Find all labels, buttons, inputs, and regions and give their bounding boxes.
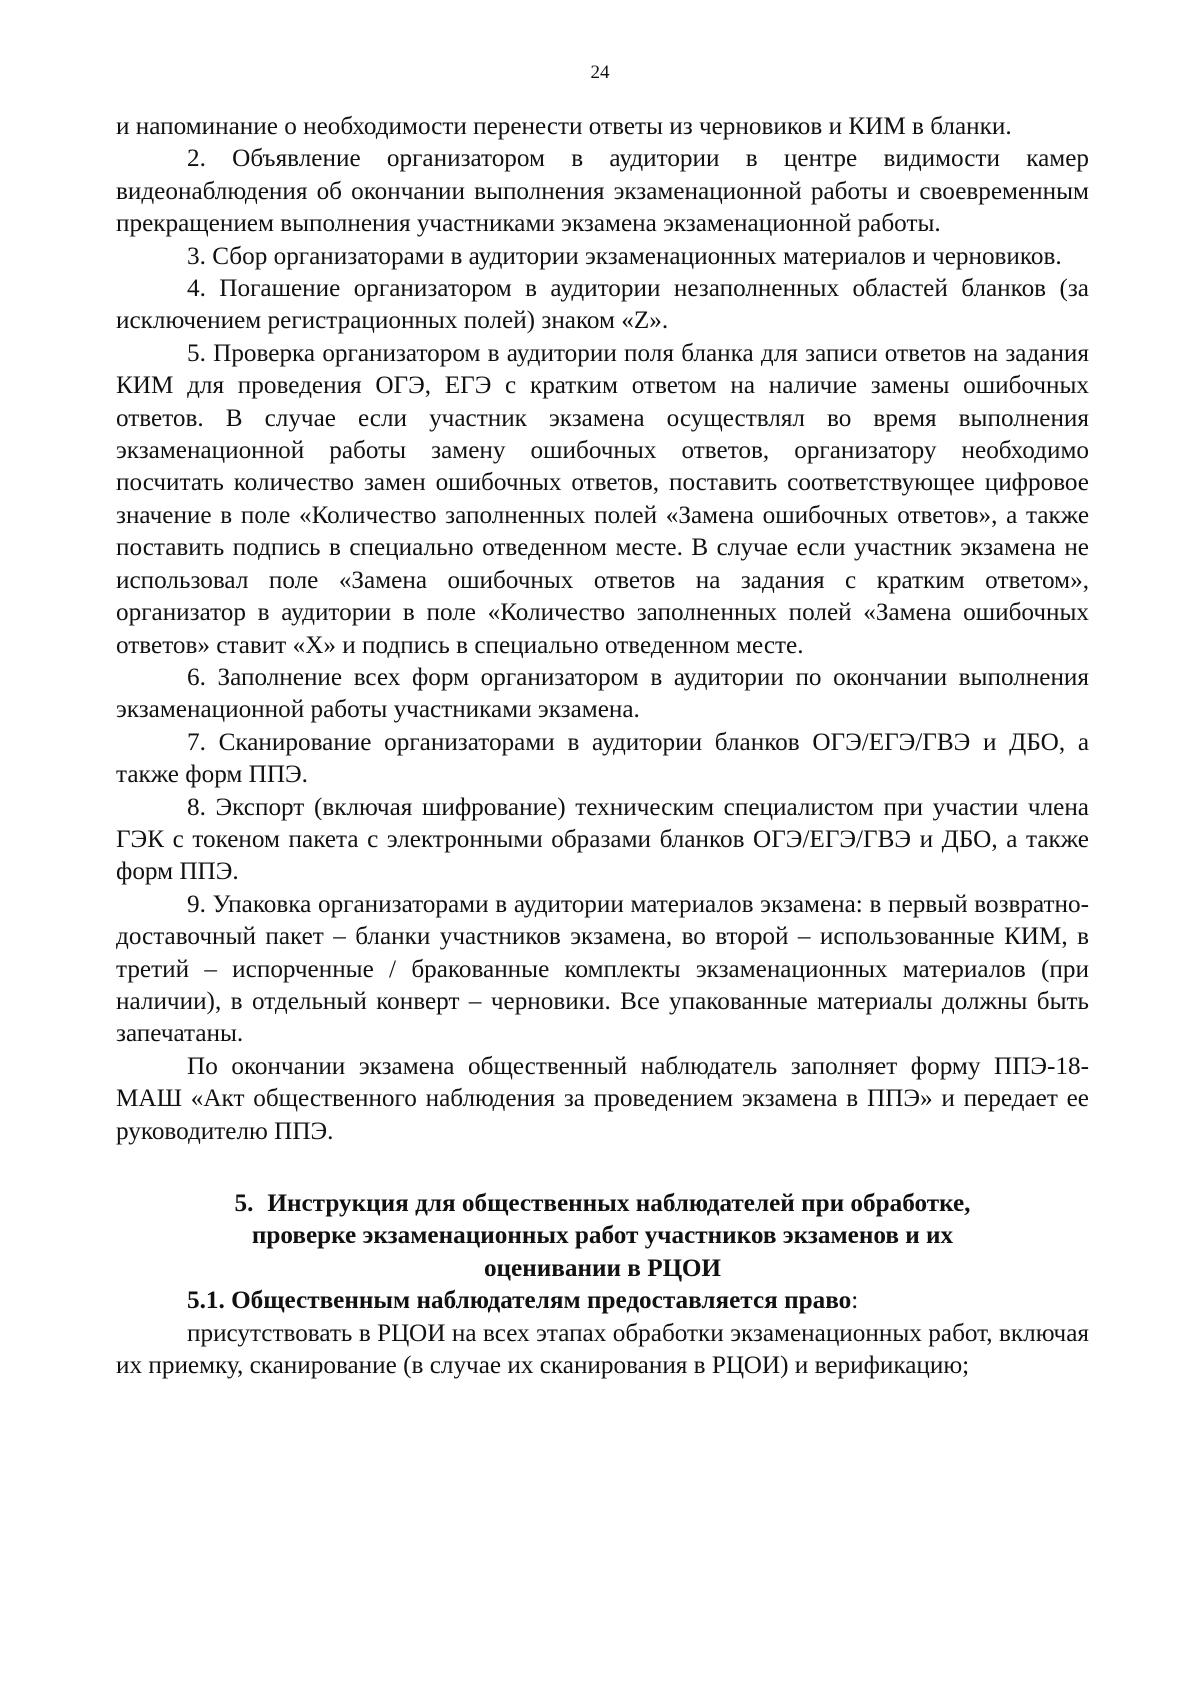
document-body	[116, 111, 1089, 1382]
list-item-3: 3. Сбор организаторами в аудитории экзаменационных материалов и черновиков.	[187, 242, 1062, 270]
list-item-8: 8. Экспорт (включая шифрование) техническим специалистом при участии члена ГЭК с токеном пакета с электронными образами бланков ОГЭ/ЕГЭ/ГВЭ и ДБО, а также форм ППЭ.	[116, 793, 1089, 886]
subsection-paragraph: присутствовать в РЦОИ на всех этапах обработки экзаменационных работ, включая их приемку, сканирование (в случае их сканирования в РЦОИ) и верификацию;	[116, 1319, 1089, 1380]
section-number: 5.	[234, 1190, 254, 1217]
subsection-title: 5.1. Общественным наблюдателям предоставляется право	[187, 1287, 852, 1315]
list-item-6: 6. Заполнение всех форм организатором в аудитории по окончании выполнения экзаменационной работы участниками экзамена.	[116, 663, 1089, 724]
section-heading-line-1	[116, 1188, 1089, 1220]
section-title-part-2: проверке экзаменационных работ участников экзаменов и их	[251, 1222, 954, 1250]
list-item-7: 7. Сканирование организаторами в аудитории бланков ОГЭ/ЕГЭ/ГВЭ и ДБО, а также форм ППЭ.	[116, 728, 1089, 789]
closing-paragraph: По окончании экзамена общественный наблюдатель заполняет форму ППЭ-18-МАШ «Акт общественного наблюдения за проведением экзамена в ППЭ» и передает ее руководителю ППЭ.	[116, 1052, 1089, 1145]
subsection-heading	[116, 1285, 1089, 1317]
subsection-colon: :	[851, 1287, 859, 1315]
list-item-2: 2. Объявление организатором в аудитории в центре видимости камер видеонаблюдения об окончании выполнения экзаменационной работы и своевременным прекращением выполнения участниками экзамена экзаменационной работы.	[116, 145, 1089, 238]
page-number: 24	[590, 62, 610, 83]
paragraph-continuation: и напоминание о необходимости перенести ответы из черновиков и КИМ в бланки.	[116, 113, 1012, 140]
list-item-4: 4. Погашение организатором в аудитории незаполненных областей бланков (за исключением регистрационных полей) знаком «Z».	[116, 275, 1089, 335]
section-title-part-1: Инструкция для общественных наблюдателей при обработке,	[267, 1190, 971, 1217]
section-title-part-3: оценивании в РЦОИ	[483, 1254, 722, 1282]
list-item-9: 9. Упаковка организаторами в аудитории материалов экзамена: в первый возвратно-доставочный пакет – бланки участников экзамена, во второй – использованные КИМ, в третий – испорченные / бракованные комплекты экзаменационных материалов (при наличии), в отдельный конверт – черновики. Все упакованные материалы должны быть запечатаны.	[116, 890, 1089, 1048]
list-item-5: 5. Проверка организатором в аудитории поля бланка для записи ответов на задания КИМ для проведения ОГЭ, ЕГЭ с кратким ответом на наличие замены ошибочных ответов. В случае если участник экзамена осуществлял во время выполнения экзаменационной работы замену ошибочных ответов, организатору необходимо посчитать количество замен ошибочных ответов, поставить соответствующее цифровое значение в поле «Количество заполненных полей «Замена ошибочных ответов», а также поставить подпись в специально отведенном месте. В случае если участник экзамена не использовал поле «Замена ошибочных ответов на задания с кратким ответом», организатор в аудитории в поле «Количество заполненных полей «Замена ошибочных ответов» ставит «X» и подпись в специально отведенном месте.	[116, 339, 1089, 659]
section-heading	[116, 1188, 1089, 1285]
